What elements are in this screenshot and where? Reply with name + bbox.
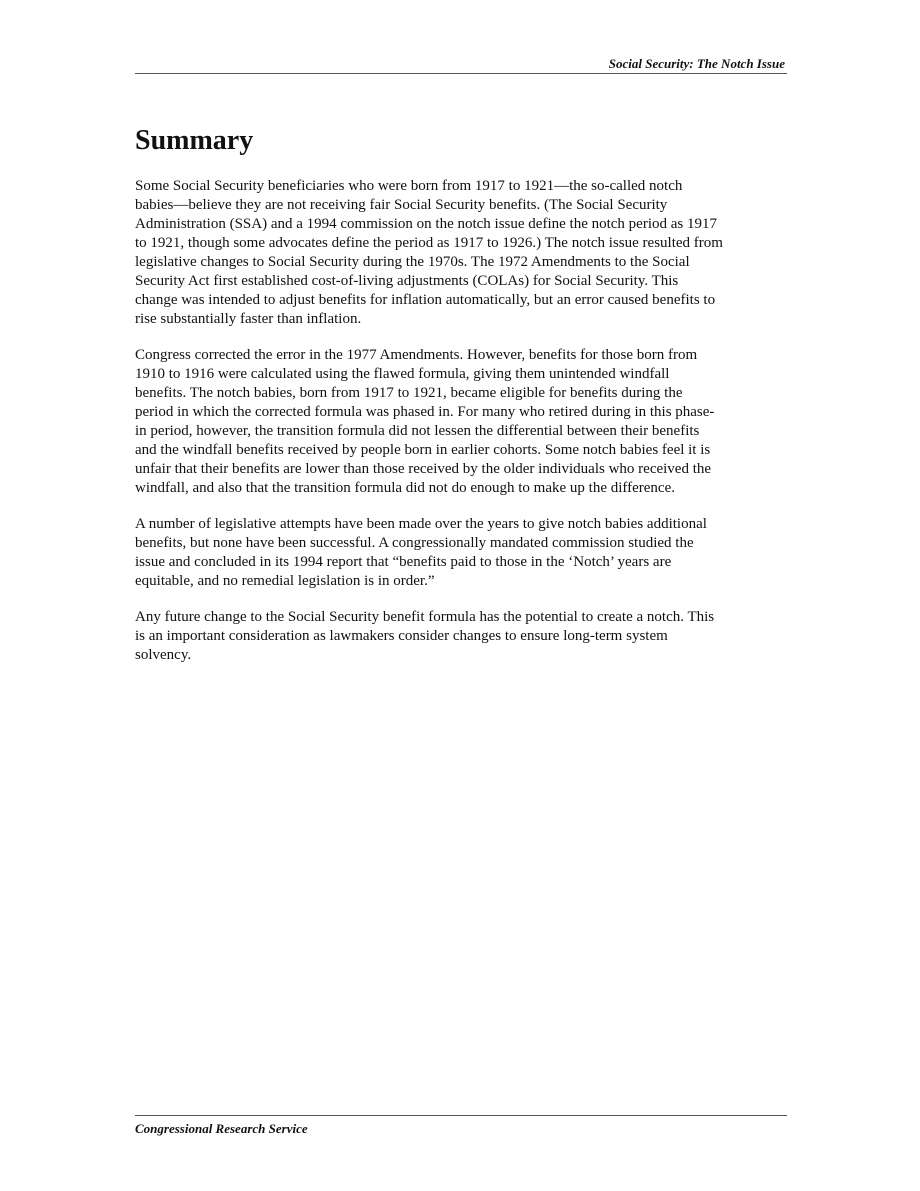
text-line: in period, however, the transition formula did not lessen the differential between their benefits (135, 423, 700, 439)
text-line: 1910 to 1916 were calculated using the flawed formula, giving them unintended windfall (135, 366, 670, 382)
footer-label: Congressional Research Service (135, 1121, 308, 1136)
paragraph-3 (135, 515, 790, 591)
text-line: issue and concluded in its 1994 report that “benefits paid to those in the ‘Notch’ years are (135, 554, 672, 570)
text-line: legislative changes to Social Security during the 1970s. The 1972 Amendments to the Social (135, 254, 690, 270)
text-line: and the windfall benefits received by people born in earlier cohorts. Some notch babies feel it is (135, 442, 711, 458)
text-line: equitable, and no remedial legislation is in order.” (135, 573, 435, 589)
text-line: Any future change to the Social Security benefit formula has the potential to create a notch. This (135, 609, 715, 625)
text-line: solvency. (135, 647, 192, 663)
text-line: Some Social Security beneficiaries who were born from 1917 to 1921—the so-called notch (135, 178, 683, 194)
paragraph-1 (135, 177, 790, 329)
text-line: benefits. The notch babies, born from 1917 to 1921, became eligible for benefits during the (135, 385, 683, 401)
text-line: is an important consideration as lawmakers consider changes to ensure long-term system (135, 628, 668, 644)
summary-body (135, 177, 790, 682)
text-line: benefits, but none have been successful. A congressionally mandated commission studied the (135, 535, 694, 551)
text-line: windfall, and also that the transition formula did not do enough to make up the difference. (135, 480, 675, 496)
text-line: unfair that their benefits are lower than those received by the older individuals who received the (135, 461, 712, 477)
text-line: babies—believe they are not receiving fair Social Security benefits. (The Social Security (135, 197, 668, 213)
paragraph-2 (135, 346, 790, 498)
text-line: change was intended to adjust benefits for inflation automatically, but an error caused benefits to (135, 292, 716, 308)
page-footer (135, 1115, 787, 1137)
page-header (135, 55, 787, 74)
text-line: rise substantially faster than inflation. (135, 311, 362, 327)
text-line: to 1921, though some advocates define the period as 1917 to 1926.) The notch issue resulted from (135, 235, 723, 251)
paragraph-4 (135, 608, 790, 665)
text-line: period in which the corrected formula was phased in. For many who retired during in this phase- (135, 404, 715, 420)
section-heading: Summary (135, 125, 254, 156)
text-line: Security Act first established cost-of-living adjustments (COLAs) for Social Security. This (135, 273, 679, 289)
running-title: Social Security: The Notch Issue (608, 56, 785, 71)
text-line: A number of legislative attempts have been made over the years to give notch babies additional (135, 516, 707, 532)
text-line: Administration (SSA) and a 1994 commission on the notch issue define the notch period as 1917 (135, 216, 717, 232)
text-line: Congress corrected the error in the 1977 Amendments. However, benefits for those born from (135, 347, 698, 363)
